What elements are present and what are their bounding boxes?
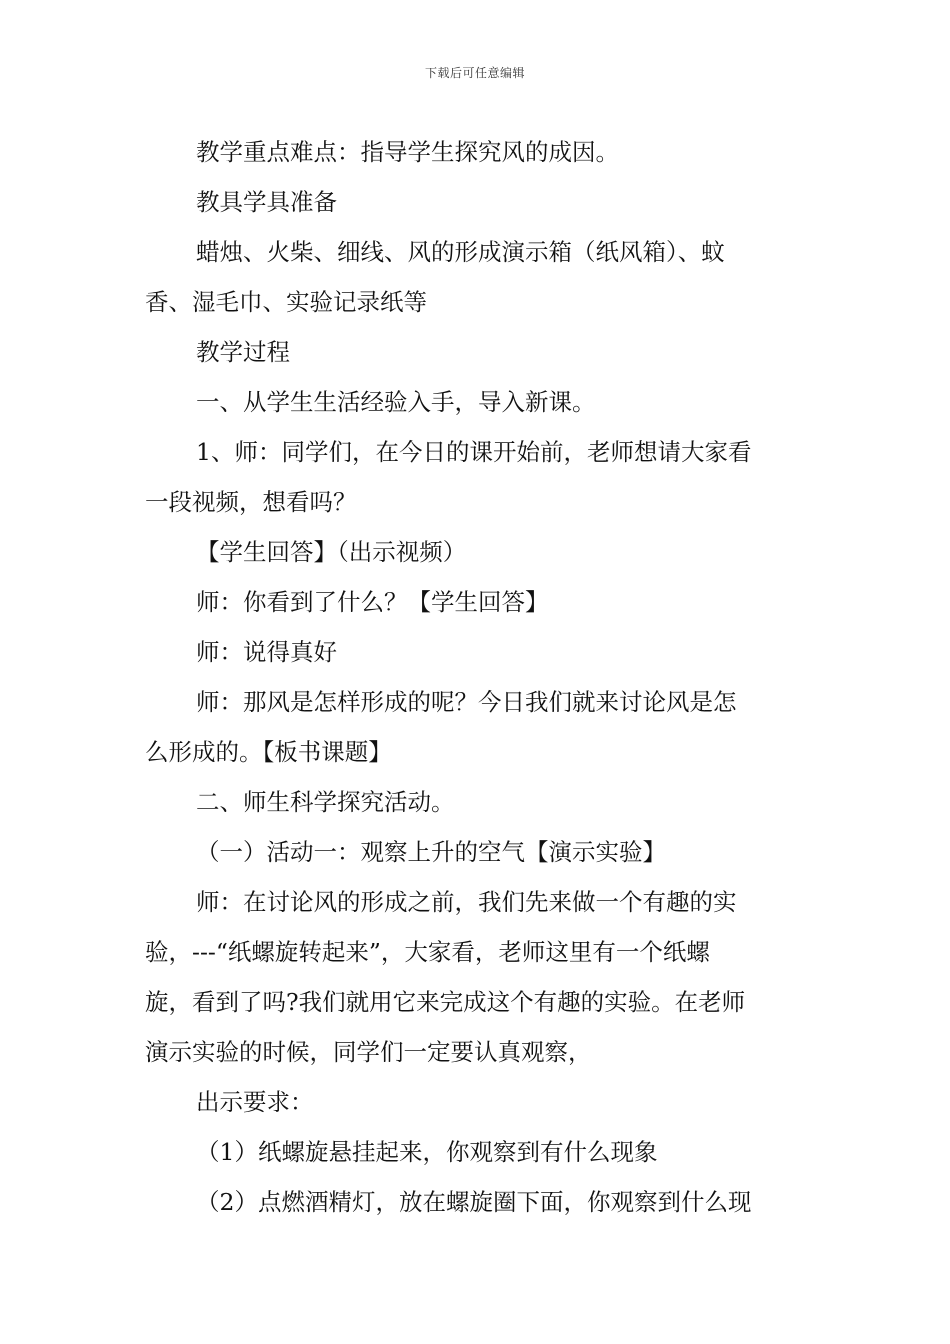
paragraph-line: 教具学具准备 (196, 188, 337, 216)
paragraph-line: （1）纸螺旋悬挂起来，你观察到有什么现象 (196, 1138, 658, 1166)
paragraph-line: 香、湿毛巾、实验记录纸等 (145, 288, 427, 316)
paragraph-line: 教学重点难点：指导学生探究风的成因。 (196, 138, 619, 166)
paragraph-line: 二、师生科学探究活动。 (196, 788, 455, 816)
paragraph-line: 1、师：同学们，在今日的课开始前，老师想请大家看 (196, 438, 752, 466)
paragraph-line: 教学过程 (196, 338, 290, 366)
paragraph-line: （2）点燃酒精灯，放在螺旋圈下面，你观察到什么现 (196, 1188, 752, 1216)
paragraph-line: 一段视频，想看吗？ (145, 488, 357, 516)
paragraph-line: 么形成的。【板书课题】 (145, 738, 392, 766)
paragraph-line: （一）活动一：观察上升的空气【演示实验】 (196, 838, 666, 866)
paragraph-line: 师：那风是怎样形成的呢？今日我们就来讨论风是怎 (196, 688, 737, 716)
paragraph-line: 旋，看到了吗?我们就用它来完成这个有趣的实验。在老师 (145, 988, 746, 1016)
paragraph-line: 蜡烛、火柴、细线、风的形成演示箱（纸风箱）、蚊 (196, 238, 725, 266)
paragraph-line: 【学生回答】（出示视频） (196, 538, 467, 566)
paragraph-line: 出示要求： (196, 1088, 314, 1116)
paragraph-line: 师：说得真好 (196, 638, 337, 666)
paragraph-line: 验，---“纸螺旋转起来”，大家看，老师这里有一个纸螺 (145, 938, 710, 966)
paragraph-line: 师：在讨论风的形成之前，我们先来做一个有趣的实 (196, 888, 737, 916)
document-body (145, 127, 807, 1227)
paragraph-line: 演示实验的时候，同学们一定要认真观察， (145, 1038, 592, 1066)
paragraph-line: 一、从学生生活经验入手，导入新课。 (196, 388, 596, 416)
page-header: 下载后可任意编辑 (424, 66, 525, 80)
paragraph-line: 师：你看到了什么？【学生回答】 (196, 588, 549, 616)
